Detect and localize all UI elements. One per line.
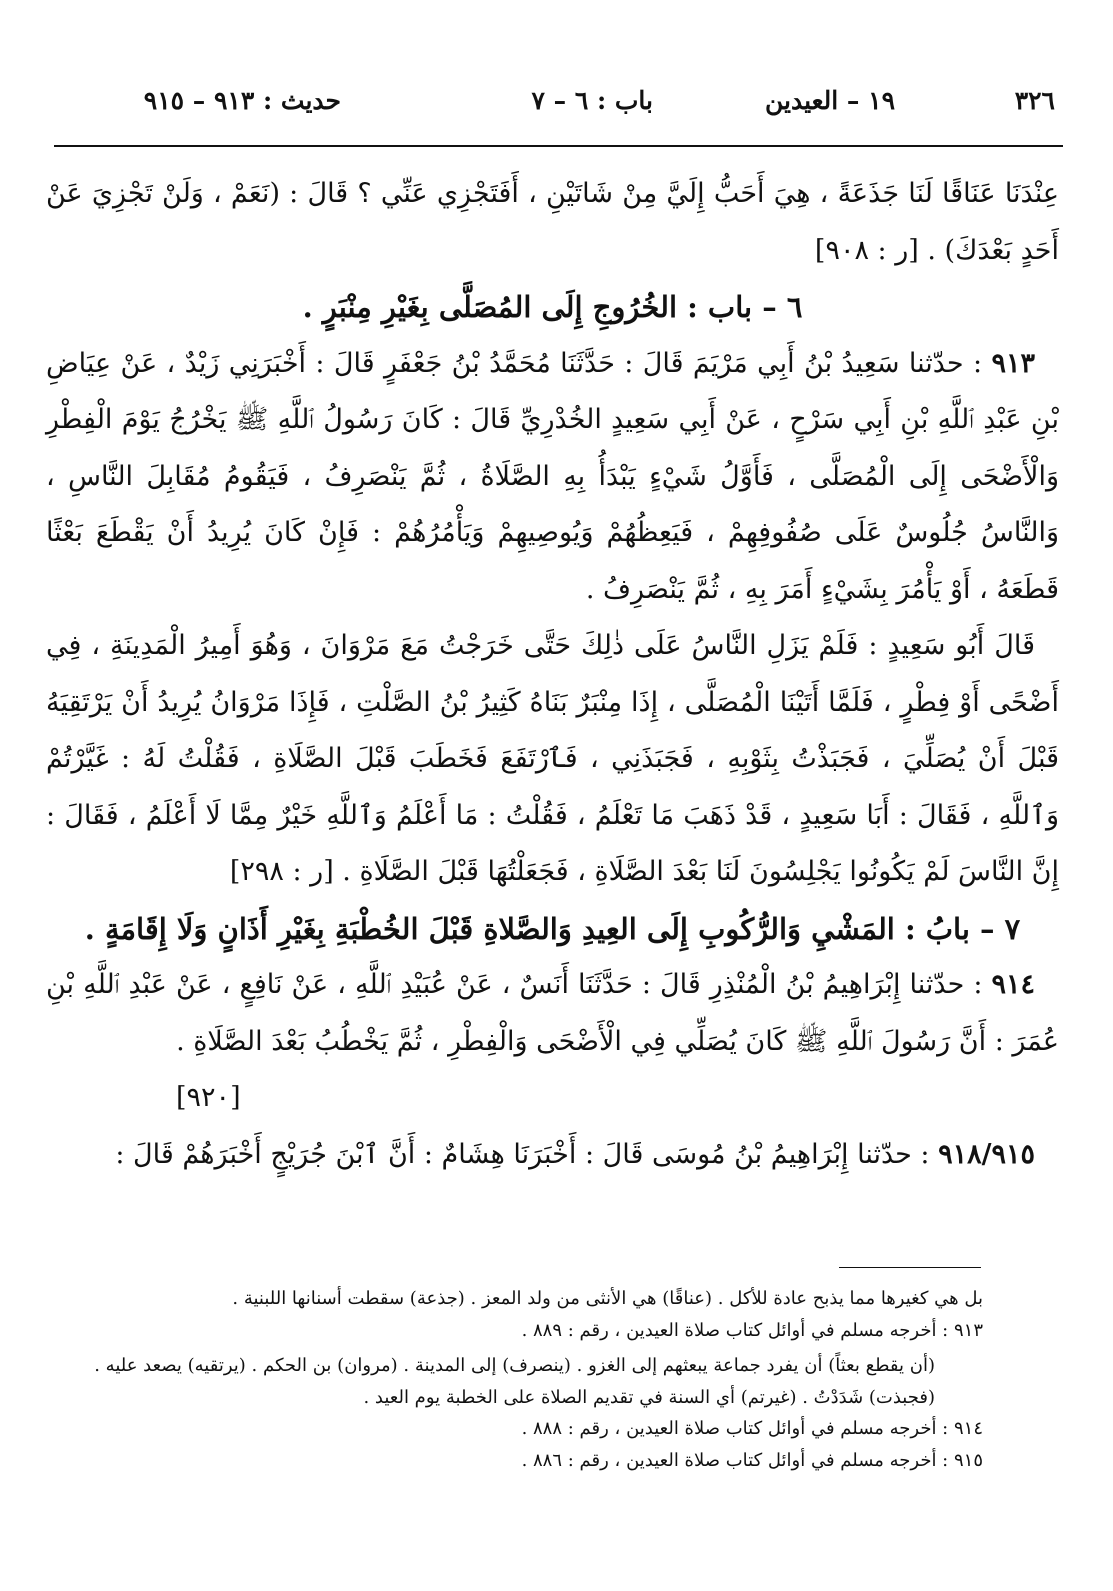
chapter-heading-7: ٧ – بابُ : المَشْيِ وَالرُّكُوبِ إِلَى العِيدِ وَالصَّلاةِ قَبْلَ الخُطْبَةِ بِغَيْرِ أَذَانٍ وَلَا إِقَامَةٍ .	[84, 911, 1021, 946]
hadith-914	[46, 957, 1059, 1070]
page-number: ٣٢٦	[1014, 86, 1055, 115]
hadith-913-continuation: قَالَ أَبُو سَعِيدٍ : فَلَمْ يَزَلِ النَّاسُ عَلَى ذٰلِكَ حَتَّى خَرَجْتُ مَعَ مَرْوَانَ ، وَهُوَ أَمِيرُ الْمَدِينَةِ ، فِي أَضْحًى أَوْ فِطْرٍ ، فَلَمَّا أَتَيْنَا الْمُصَلَّى ، إِذَا مِنْبَرٌ بَنَاهُ كَثِيرُ بْنُ الصَّلْتِ ، فَإِذَا مَرْوَانُ يُرِيدُ أَنْ يَرْتَقِيَهُ قَبْلَ أَنْ يُصَلِّيَ ، فَجَبَذْتُ بِثَوْبِهِ ، فَجَبَذَنِي ، فَٱرْتَفَعَ فَخَطَبَ قَبْلَ الصَّلَاةِ ، فَقُلْتُ لَهُ : غَيَّرْتُمْ وَٱللَّهِ ، فَقَالَ : أَبَا سَعِيدٍ ، قَدْ ذَهَبَ مَا تَعْلَمُ ، فَقُلْتُ : مَا أَعْلَمُ وَٱللَّهِ خَيْرٌ مِمَّا لَا أَعْلَمُ ، فَقَالَ : إِنَّ النَّاسَ لَمْ يَكُونُوا يَجْلِسُونَ لَنَا بَعْدَ الصَّلَاةِ ، فَجَعَلْتُهَا قَبْلَ الصَّلَاةِ . [ر : ٢٩٨]	[46, 630, 1059, 887]
hadith-text-913: : حدّثنا سَعِيدُ بْنُ أَبِي مَرْيَمَ قَالَ : حَدَّثَنَا مُحَمَّدُ بْنُ جَعْفَرٍ قَالَ : أَخْبَرَنِي زَيْدٌ ، عَنْ عِيَاضِ بْنِ عَبْدِ ٱللَّهِ بْنِ أَبِي سَرْحٍ ، عَنْ أَبِي سَعِيدٍ الخُدْرِيِّ قَالَ : كَانَ رَسُولُ ٱللَّهِ ﷺ يَخْرُجُ يَوْمَ الْفِطْرِ وَالْأَضْحَى إِلَى الْمُصَلَّى ، فَأَوَّلُ شَيْءٍ يَبْدَأُ بِهِ الصَّلَاةُ ، ثُمَّ يَنْصَرِفُ ، فَيَقُومُ مُقَابِلَ النَّاسِ ، وَالنَّاسُ جُلُوسٌ عَلَى صُفُوفِهِمْ ، فَيَعِظُهُمْ وَيُوصِيهِمْ وَيَأْمُرُهُمْ : فَإِنْ كَانَ يُرِيدُ أَنْ يَقْطَعَ بَعْثًا قَطَعَهُ ، أَوْ يَأْمُرَ بِشَيْءٍ أَمَرَ بِهِ ، ثُمَّ يَنْصَرِفُ .	[46, 347, 1059, 605]
chapter-range: باب : ٦ – ٧	[531, 86, 653, 115]
book-title: ١٩ – العيدين	[764, 86, 895, 115]
header-rule	[54, 145, 1063, 147]
footnote-913: ٩١٣ : أخرجه مسلم في أوائل كتاب صلاة العيدين ، رقم : ٨٨٩ .	[521, 1319, 983, 1341]
hadith-text-914: : حدّثنا إِبْرَاهِيمُ بْنُ الْمُنْذِرِ قَالَ : حَدَّثَنَا أَنَسٌ ، عَنْ عُبَيْدِ ٱللَّهِ ، عَنْ نَافِعٍ ، عَنْ عَبْدِ ٱللَّهِ بْنِ عُمَرَ : أَنَّ رَسُولَ ٱللَّهِ ﷺ كَانَ يُصَلِّي فِي الْأَضْحَى وَالْفِطْرِ ، ثُمَّ يَخْطُبُ بَعْدَ الصَّلَاةِ .	[46, 969, 1059, 1057]
footnote-915: ٩١٥ : أخرجه مسلم في أوائل كتاب صلاة العيدين ، رقم : ٨٨٦ .	[521, 1449, 983, 1471]
running-header	[54, 86, 1055, 130]
hadith-number-913: ٩١٣	[991, 347, 1035, 379]
hadith-range: حديث : ٩١٣ – ٩١٥	[143, 86, 341, 115]
hadith-text-915: : حدّثنا إِبْرَاهِيمُ بْنُ مُوسَى قَالَ : أَخْبَرَنَا هِشَامٌ : أَنَّ ٱبْنَ جُرَيْجٍ أَخْبَرَهُمْ قَالَ :	[115, 1138, 930, 1170]
main-text	[46, 166, 1059, 1183]
footnote-914: ٩١٤ : أخرجه مسلم في أوائل كتاب صلاة العيدين ، رقم : ٨٨٨ .	[521, 1418, 983, 1439]
footnotes	[68, 1283, 983, 1476]
continued-hadith: عِنْدَنَا عَنَاقًا لَنَا جَذَعَةً ، هِيَ أَحَبُّ إِلَيَّ مِنْ شَاتَيْنِ ، أَفَتَجْزِي عَنِّي ؟ قَالَ : (نَعَمْ ، وَلَنْ تَجْزِيَ عَنْ أَحَدٍ بَعْدَكَ) . [ر : ٩٠٨]	[46, 178, 1059, 266]
chapter-heading-6: ٦ – باب : الخُرُوجِ إِلَى المُصَلَّى بِغَيْرِ مِنْبَرٍ .	[302, 290, 803, 324]
hadith-915	[46, 1127, 1059, 1184]
footnote-gloss-prev: بل هي كغيرها مما يذبح عادة للأكل . (عناقًا) هي الأنثى من ولد المعز . (جذعة) سقطت أسنانها اللبنية .	[232, 1288, 983, 1309]
hadith-number-914: ٩١٤	[991, 969, 1035, 1000]
footnote-rule	[839, 1267, 981, 1268]
hadith-913	[46, 336, 1059, 619]
hadith-number-915: ٩١٨/٩١٥	[938, 1138, 1035, 1170]
footnote-913-gloss: (أن يقطع بعثاً) أن يفرد جماعة يبعثهم إلى الغزو . (ينصرف) إلى المدينة . (مروان) بن الحكم . (يرتقيه) يصعد عليه . (فجبذت) شَدَدْتُ . (غيرتم) أي السنة في تقديم الصلاة على الخطبة يوم العيد .	[94, 1355, 935, 1408]
hadith-914-reference: [٩٢٠]	[176, 1082, 241, 1113]
